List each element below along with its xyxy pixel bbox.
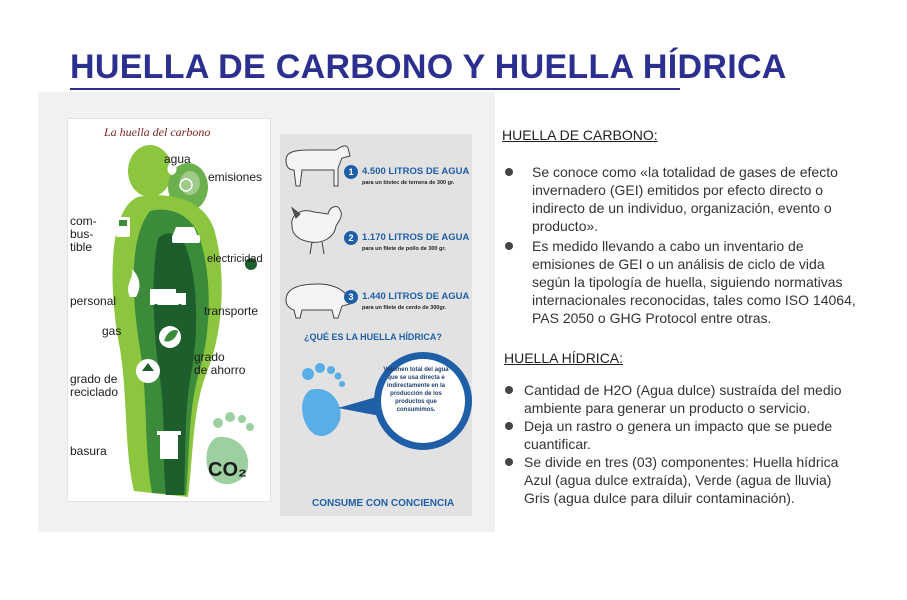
label-transporte: transporte bbox=[204, 304, 259, 318]
carbono-heading: HUELLA DE CARBONO: bbox=[502, 127, 658, 143]
truck-icon bbox=[150, 289, 176, 305]
label-basura: basura bbox=[70, 444, 107, 458]
list-item: Se divide en tres (03) componentes: Huella hídrica Azul (agua dulce extraída), Verde (agua de lluvia) Gris (agua dulce para diluir contaminación). bbox=[502, 453, 842, 507]
carbono-bullets bbox=[502, 163, 857, 327]
trash-icon bbox=[160, 435, 178, 459]
label-grado-reciclado: grado de reciclado bbox=[70, 372, 119, 399]
item-number-2: 2 bbox=[344, 231, 358, 245]
label-emisiones: emisiones bbox=[208, 170, 263, 184]
item-sub-3: para un filete de cerdo de 300gr. bbox=[362, 305, 447, 311]
page-title: HUELLA DE CARBONO Y HUELLA HÍDRICA bbox=[70, 48, 787, 86]
bullet-icon bbox=[505, 168, 513, 176]
bullet-icon bbox=[505, 422, 513, 430]
carbon-footprint-figure bbox=[67, 118, 271, 502]
list-item: Se conoce como «la totalidad de gases de efecto invernadero (GEI) emitidos por efecto directo o indirecto de un individuo, organización, evento o producto». bbox=[502, 163, 857, 235]
bullet-icon bbox=[505, 242, 513, 250]
label-electricidad: electricidad bbox=[207, 253, 263, 265]
consume-footer: CONSUME CON CONCIENCIA bbox=[312, 498, 455, 509]
pig-icon bbox=[286, 284, 352, 318]
label-combustible: com- bus- tible bbox=[70, 214, 97, 254]
label-grado-ahorro: grado de ahorro bbox=[194, 350, 246, 377]
cow-icon bbox=[286, 146, 350, 186]
label-gas: gas bbox=[102, 324, 122, 338]
label-co2-big: CO₂ bbox=[208, 459, 247, 481]
water-footprint-figure bbox=[280, 134, 472, 516]
item-sub-1: para un bistec de ternera de 300 gr. bbox=[362, 180, 455, 186]
list-item: Cantidad de H2O (Agua dulce) sustraída del medio ambiente para generar un producto o servicio. bbox=[502, 381, 842, 417]
water-question: ¿QUÉ ES LA HUELLA HÍDRICA? bbox=[304, 332, 442, 342]
water-foot-icon bbox=[302, 363, 345, 436]
list-item: Es medido llevando a cabo un inventario de emisiones de GEI o un análisis de ciclo de vida según la tipología de huella, siguiendo normativas internacionales reconocidas, tales como ISO 14064, PAS 2050 o GHG Protocol entre otras. bbox=[502, 237, 857, 327]
list-item: Deja un rastro o genera un impacto que se puede cuantificar. bbox=[502, 417, 842, 453]
item-label-2: 1.170 LITROS DE AGUA bbox=[362, 232, 470, 243]
bullet-icon bbox=[505, 386, 513, 394]
label-personal: personal bbox=[70, 294, 117, 308]
hidrica-bullets bbox=[502, 381, 842, 507]
item-number-3: 3 bbox=[344, 290, 358, 304]
definition-text: Volumen total del agua que se usa directa e indirectamente en la producción de los productos que consumimos. bbox=[383, 367, 449, 413]
carbon-figure-title: La huella del carbono bbox=[104, 125, 211, 139]
title-underline bbox=[70, 88, 680, 90]
label-agua: agua bbox=[164, 152, 191, 166]
hidrica-heading: HUELLA HÍDRICA: bbox=[504, 350, 624, 366]
chicken-icon bbox=[292, 207, 342, 254]
item-label-3: 1.440 LITROS DE AGUA bbox=[362, 291, 470, 302]
item-number-1: 1 bbox=[344, 165, 358, 179]
bullet-icon bbox=[505, 458, 513, 466]
item-label-1: 4.500 LITROS DE AGUA bbox=[362, 166, 470, 177]
item-sub-2: para un filete de pollo de 300 gr. bbox=[362, 246, 446, 252]
